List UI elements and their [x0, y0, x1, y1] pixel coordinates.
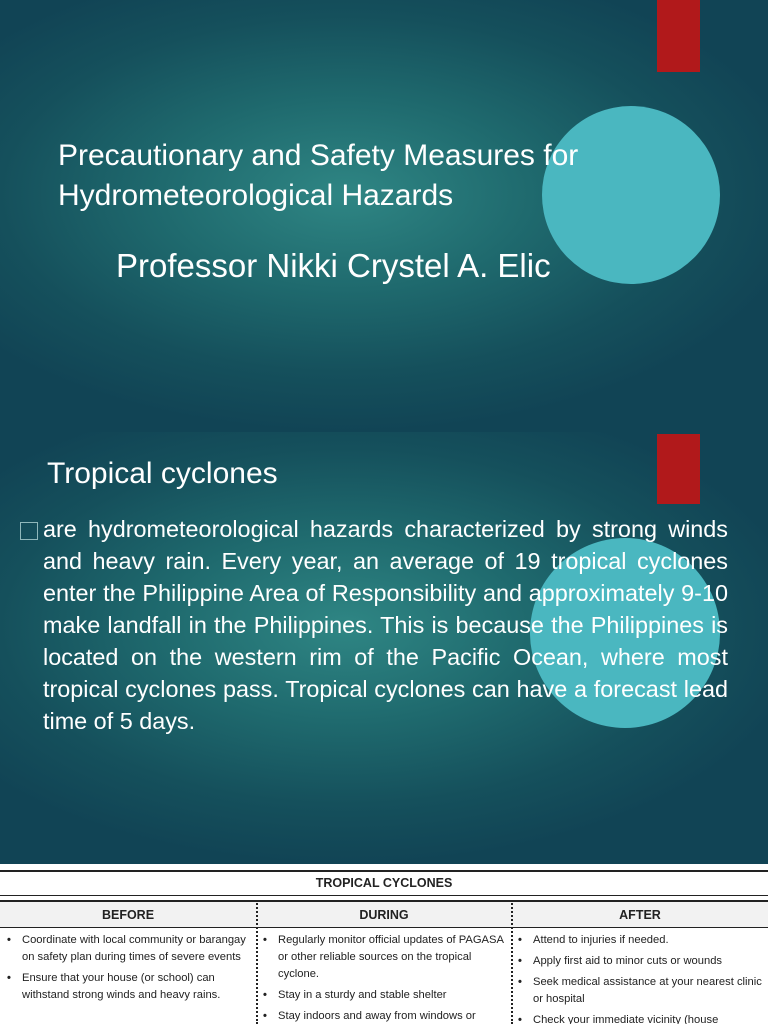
list-item: • Check your immediate vicinity (house [513, 1012, 763, 1024]
table-column-headers [0, 900, 768, 928]
precautions-table [0, 864, 768, 1024]
presenter-name: Professor Nikki Crystel A. Elic [116, 247, 551, 284]
list-item: • Stay indoors and away from windows or [258, 1008, 508, 1024]
title-slide [0, 0, 768, 432]
during-list [258, 932, 508, 1024]
content-slide [0, 432, 768, 864]
list-item: • Stay in a sturdy and stable shelter [258, 987, 508, 1004]
title-line-2: Hydrometeorological Hazards [58, 179, 454, 212]
slide-title [58, 136, 698, 216]
list-item: • Attend to injuries if needed. [513, 932, 763, 949]
list-item: • Seek medical assistance at your nearest clinic or hospital [513, 974, 763, 1008]
list-item: • Apply first aid to minor cuts or wounds [513, 953, 763, 970]
slide-heading: Tropical cyclones [47, 457, 278, 490]
table-title: TROPICAL CYCLONES [0, 870, 768, 896]
bullet-box-icon [20, 522, 38, 540]
slide-body-text: are hydrometeorological hazards characterized by strong winds and heavy rain. Every year, an average of 19 tropical cyclones enter the Philippine Area of Responsibility and approximately 9-10 make landfall in the Philippines. This is because the Philippines is located on the western rim of the Pacific Ocean, where most tropical cyclones pass. Tropical cyclones can have a forecast lead time of 5 days. [43, 516, 728, 734]
list-item: • Regularly monitor official updates of PAGASA or other reliable sources on the tropical cyclone. [258, 932, 508, 983]
column-header-after: AFTER [619, 908, 661, 922]
after-list [513, 932, 763, 1024]
list-item: • Ensure that your house (or school) can withstand strong winds and heavy rains. [2, 970, 252, 1004]
red-accent-bar [657, 434, 700, 504]
red-accent-bar [657, 0, 700, 72]
list-item: • Coordinate with local community or barangay on safety plan during times of severe events [2, 932, 252, 966]
column-header-during: DURING [359, 908, 409, 922]
before-list [2, 932, 252, 1008]
title-line-1: Precautionary and Safety Measures for [58, 139, 579, 172]
column-header-before: BEFORE [101, 908, 155, 922]
